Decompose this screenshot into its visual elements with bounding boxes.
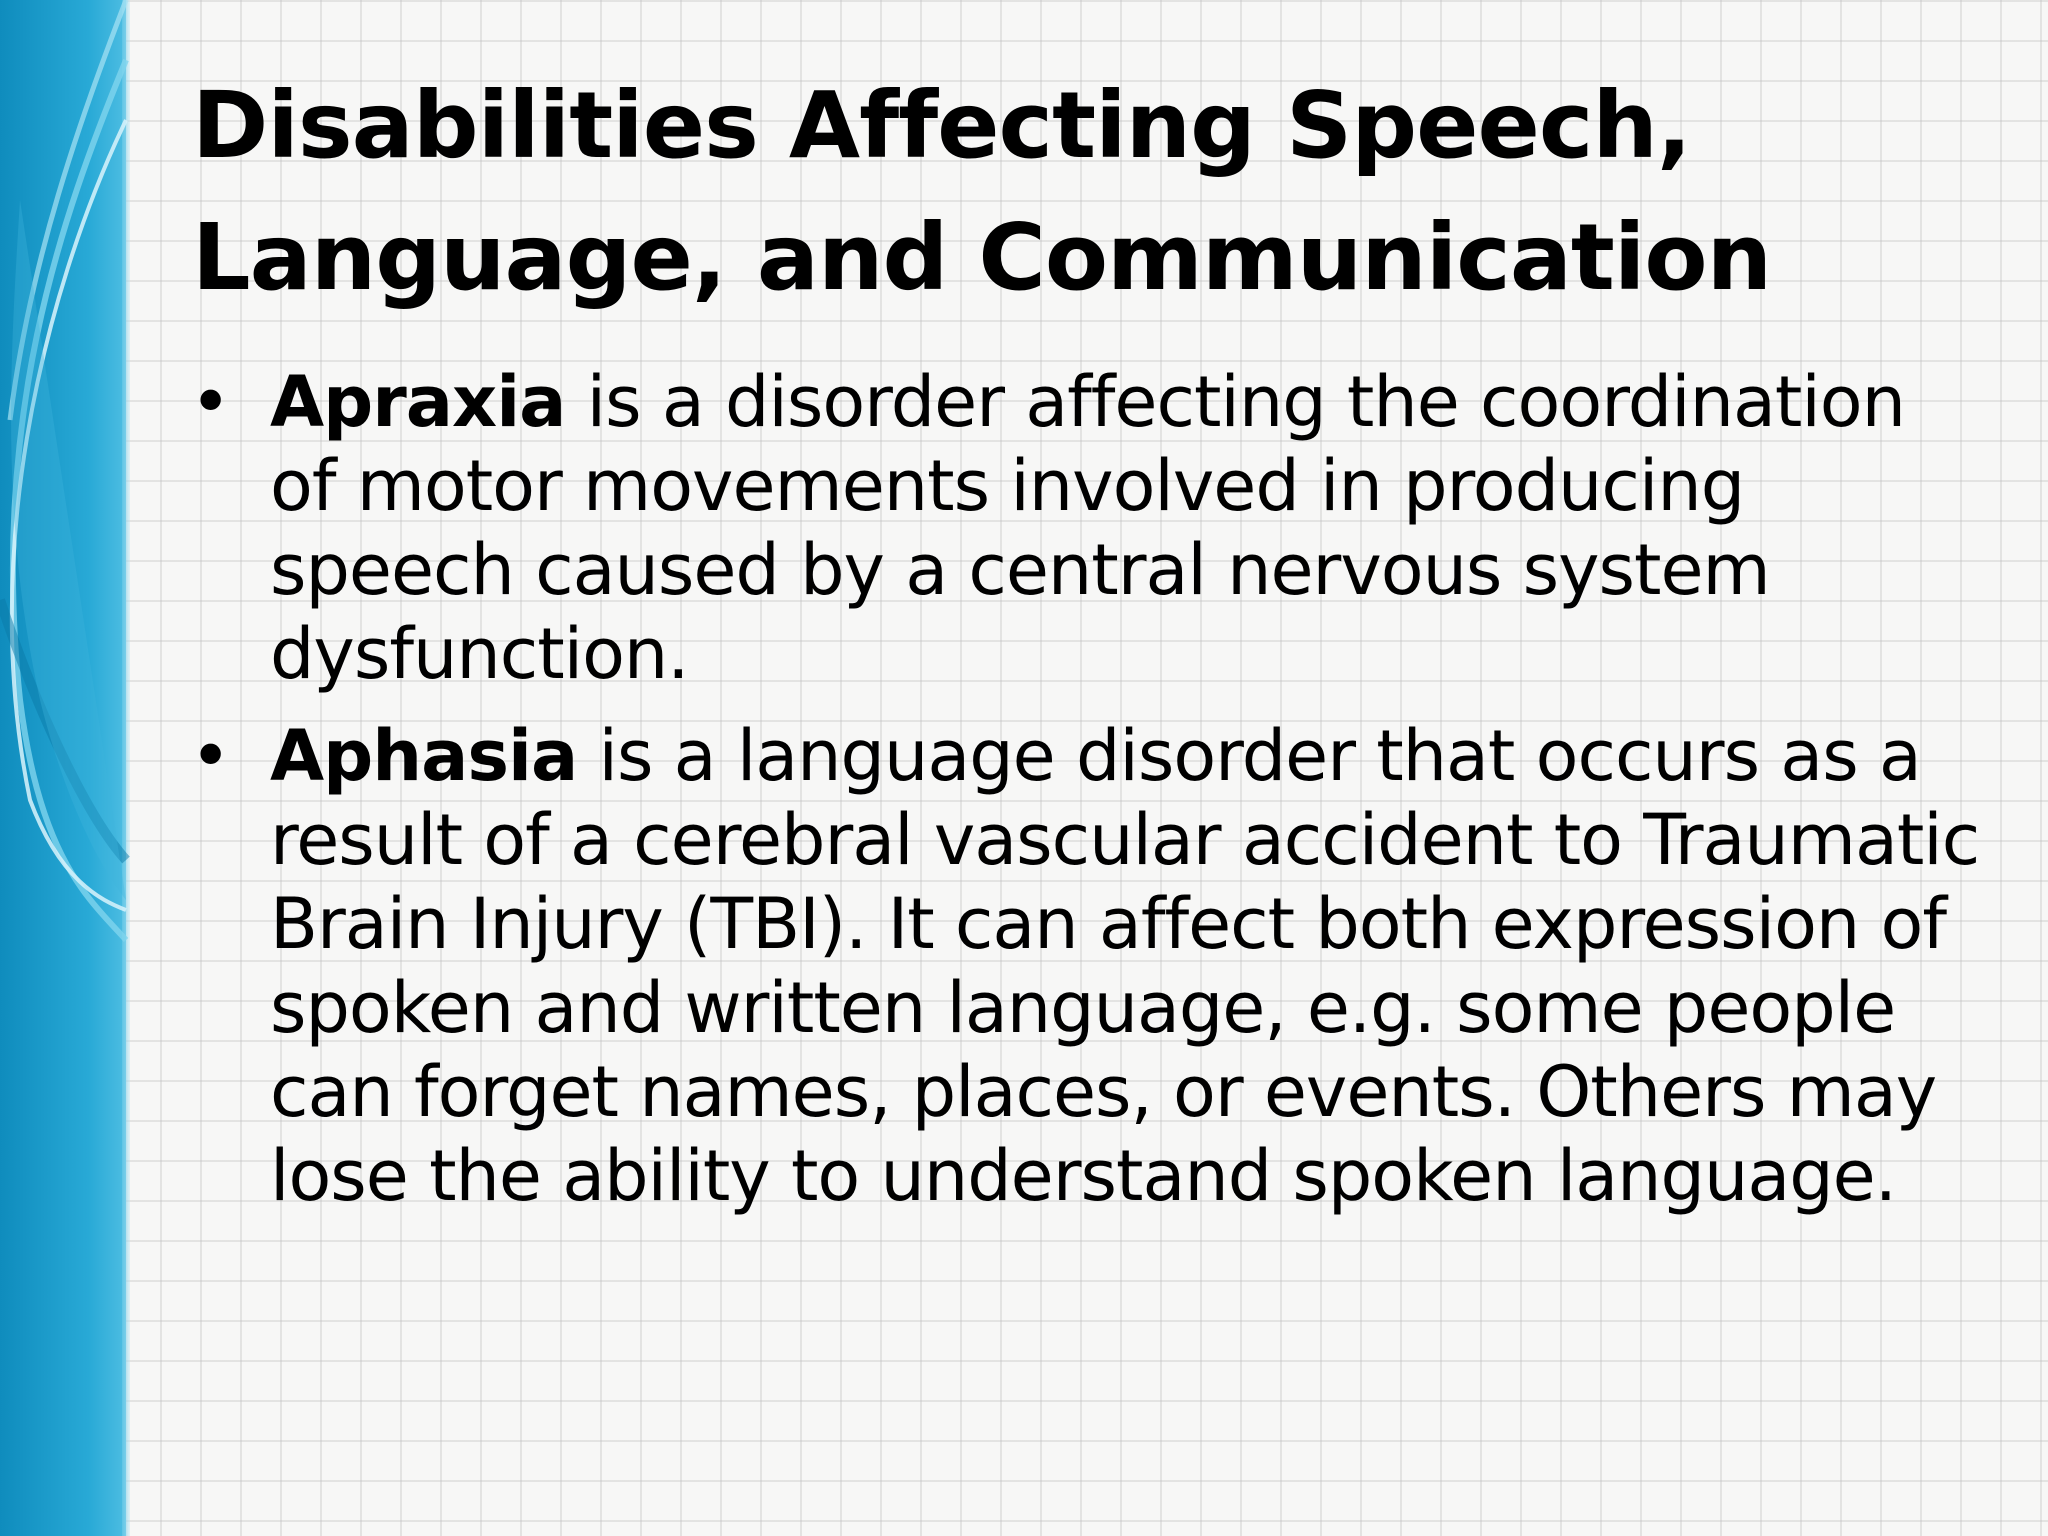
bullet-item-aphasia [190, 714, 1990, 1218]
definition-apraxia: is a disorder affecting the coordination of motor movements involved in producing speech caused by a central nervous system dysfunction. [270, 361, 1905, 695]
slide-title: Disabilities Affecting Speech, Language, and Communication [192, 72, 1772, 311]
term-apraxia: Apraxia [270, 361, 566, 443]
decorative-side-band [0, 0, 140, 1536]
bullet-marker: • [190, 361, 231, 443]
term-aphasia: Aphasia [270, 715, 578, 797]
bullet-marker: • [190, 715, 231, 797]
wave-decoration [0, 0, 140, 1536]
definition-aphasia: is a language disorder that occurs as a result of a cerebral vascular accident to Traumatic Brain Injury (TBI). It can affect both expression of spoken and written language, e.g. some people can forget names, places, or events. Others may lose the ability to understand spoken language. [270, 715, 1980, 1217]
bullet-list [190, 360, 1990, 1236]
bullet-item-apraxia [190, 360, 1990, 696]
